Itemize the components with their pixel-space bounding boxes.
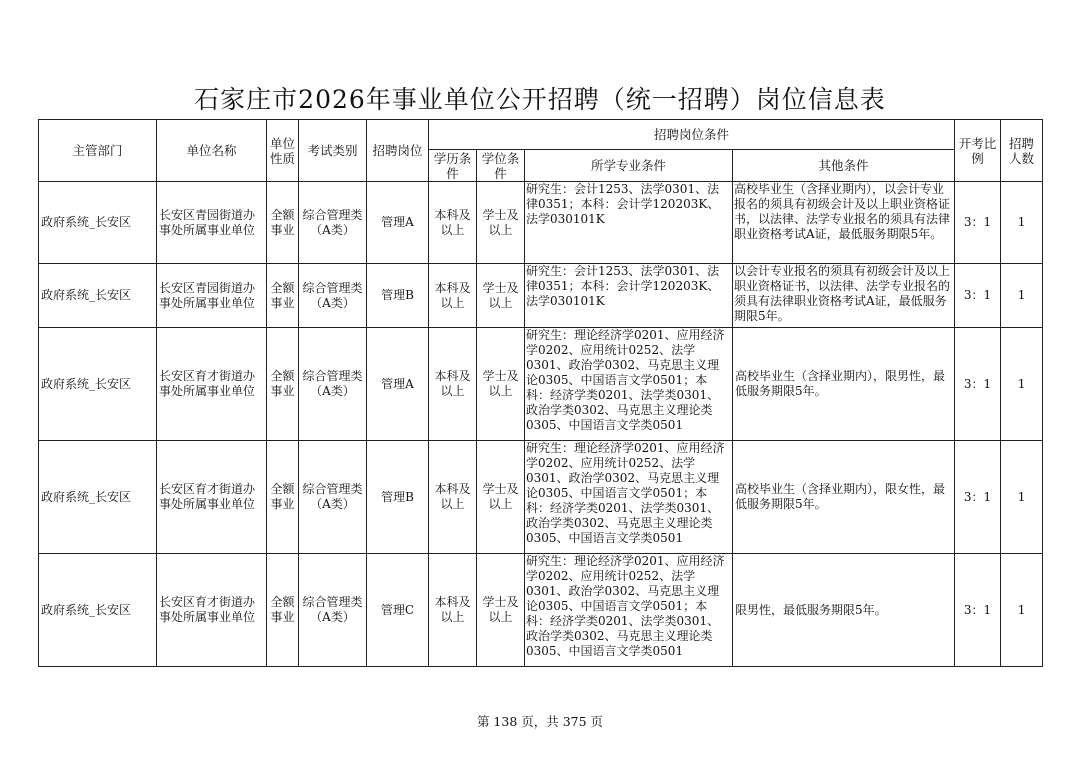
page-number: 第 138 页，共 375 页 [476,714,604,729]
header-unit: 单位名称 [157,120,267,182]
cell-count: 1 [1001,264,1043,328]
cell-nature: 全额事业 [267,182,299,264]
cell-unit: 长安区育才街道办事处所属事业单位 [157,554,267,667]
cell-other: 以会计专业报名的须具有初级会计及以上职业资格证书，以法律、法学专业报名的须具有法律职业资格考试A证，最低服务期限5年。 [733,264,955,328]
cell-degree: 学士及以上 [477,441,525,554]
cell-count: 1 [1001,554,1043,667]
cell-edu: 本科及以上 [429,554,477,667]
cell-major: 研究生：理论经济学0201、应用经济学0202、应用统计0252、法学0301、政治学0302、马克思主义理论0305、中国语言文学0501；本科：经济学类0201、法学类0301、政治学类0302、马克思主义理论类0305、中国语言文学类0501 [525,328,733,441]
cell-other: 限男性，最低服务期限5年。 [733,554,955,667]
cell-unit: 长安区育才街道办事处所属事业单位 [157,441,267,554]
cell-count: 1 [1001,441,1043,554]
cell-post: 管理B [367,441,429,554]
header-count: 招聘人数 [1001,120,1043,182]
cell-exam: 综合管理类（A类） [299,441,367,554]
cell-major: 研究生：理论经济学0201、应用经济学0202、应用统计0252、法学0301、政治学0302、马克思主义理论0305、中国语言文学0501；本科：经济学类0201、法学类0301、政治学类0302、马克思主义理论类0305、中国语言文学类0501 [525,554,733,667]
cell-exam: 综合管理类（A类） [299,554,367,667]
cell-degree: 学士及以上 [477,328,525,441]
cell-dept: 政府系统_长安区 [39,182,157,264]
cell-other: 高校毕业生（含择业期内），以会计专业报名的须具有初级会计及以上职业资格证书，以法律、法学专业报名的须具有法律职业资格考试A证，最低服务期限5年。 [733,182,955,264]
cell-edu: 本科及以上 [429,264,477,328]
cell-major: 研究生：会计1253、法学0301、法律0351；本科：会计学120203K、法学030101K [525,182,733,264]
cell-nature: 全额事业 [267,328,299,441]
header-ratio: 开考比例 [955,120,1001,182]
cell-post: 管理C [367,554,429,667]
header-dept: 主管部门 [39,120,157,182]
header-edu: 学历条件 [429,150,477,182]
cell-nature: 全额事业 [267,554,299,667]
cell-ratio: 3：1 [955,328,1001,441]
position-table [38,119,1043,667]
cell-major: 研究生：会计1253、法学0301、法律0351；本科：会计学120203K、法学030101K [525,264,733,328]
cell-ratio: 3：1 [955,441,1001,554]
table-row [39,554,1043,667]
cell-dept: 政府系统_长安区 [39,328,157,441]
header-conditions: 招聘岗位条件 [429,120,955,150]
cell-exam: 综合管理类（A类） [299,182,367,264]
cell-ratio: 3：1 [955,554,1001,667]
cell-exam: 综合管理类（A类） [299,264,367,328]
cell-ratio: 3：1 [955,264,1001,328]
header-nature: 单位性质 [267,120,299,182]
cell-unit: 长安区育才街道办事处所属事业单位 [157,328,267,441]
table-row [39,264,1043,328]
cell-dept: 政府系统_长安区 [39,554,157,667]
page-title: 石家庄市2026年事业单位公开招聘（统一招聘）岗位信息表 [194,85,886,114]
cell-edu: 本科及以上 [429,182,477,264]
cell-ratio: 3：1 [955,182,1001,264]
cell-exam: 综合管理类（A类） [299,328,367,441]
cell-post: 管理A [367,328,429,441]
cell-degree: 学士及以上 [477,182,525,264]
cell-unit: 长安区青园街道办事处所属事业单位 [157,264,267,328]
cell-major: 研究生：理论经济学0201、应用经济学0202、应用统计0252、法学0301、政治学0302、马克思主义理论0305、中国语言文学0501；本科：经济学类0201、法学类0301、政治学类0302、马克思主义理论类0305、中国语言文学类0501 [525,441,733,554]
cell-dept: 政府系统_长安区 [39,441,157,554]
cell-edu: 本科及以上 [429,441,477,554]
header-row [39,120,1043,150]
cell-count: 1 [1001,328,1043,441]
cell-nature: 全额事业 [267,441,299,554]
cell-other: 高校毕业生（含择业期内），限女性，最低服务期限5年。 [733,441,955,554]
cell-dept: 政府系统_长安区 [39,264,157,328]
header-post: 招聘岗位 [367,120,429,182]
cell-unit: 长安区青园街道办事处所属事业单位 [157,182,267,264]
cell-other: 高校毕业生（含择业期内），限男性，最低服务期限5年。 [733,328,955,441]
table-row [39,328,1043,441]
cell-post: 管理B [367,264,429,328]
cell-degree: 学士及以上 [477,264,525,328]
header-other: 其他条件 [733,150,955,182]
header-degree: 学位条件 [477,150,525,182]
header-major: 所学专业条件 [525,150,733,182]
table-row [39,182,1043,264]
cell-count: 1 [1001,182,1043,264]
table-row [39,441,1043,554]
header-exam: 考试类别 [299,120,367,182]
cell-nature: 全额事业 [267,264,299,328]
cell-degree: 学士及以上 [477,554,525,667]
cell-edu: 本科及以上 [429,328,477,441]
cell-post: 管理A [367,182,429,264]
